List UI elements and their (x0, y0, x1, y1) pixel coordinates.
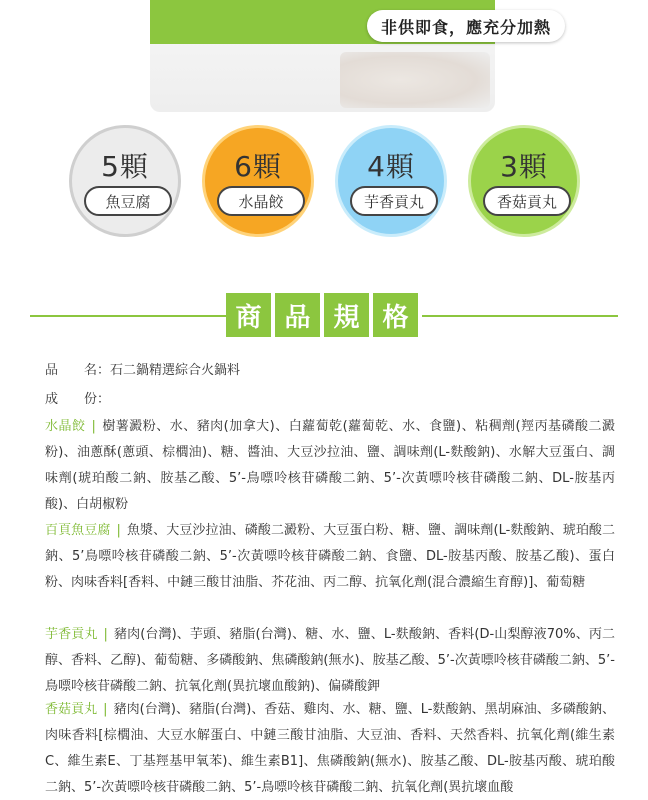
item-name-pill: 水晶餃 (217, 186, 305, 216)
heading-char: 商 (226, 293, 271, 337)
ingredient-text: 樹薯澱粉、水、豬肉(加拿大)、白蘿蔔乾(蘿蔔乾、水、食鹽)、粘稠劑(羥丙基磷酸二澱粉)、油蔥酥(蔥頭、棕櫚油)、糖、醬油、大豆沙拉油、鹽、調味劑(L-麩酸鈉)、水解大豆蛋白、調味劑(琥珀酸二鈉、胺基乙酸、5’-鳥嘌呤核苷磷酸二鈉、5’-次黃嘌呤核苷磷酸二鈉、DL-胺基丙酸)、白胡椒粉 (45, 419, 615, 512)
count-circle-mushroom-meatball (468, 125, 580, 237)
ingredient-title: 香菇貢丸 (45, 702, 98, 717)
separator-bar: | (103, 627, 108, 642)
count-value: 3顆 (500, 150, 548, 183)
product-name-value: 石二鍋精選綜合火鍋料 (110, 363, 241, 378)
product-name-label: 品 名： (45, 363, 111, 378)
count-circle-fish-tofu (69, 125, 181, 237)
section-heading (226, 293, 418, 337)
ingredient-title: 芋香貢丸 (45, 627, 98, 642)
count-circle-taro-meatball (335, 125, 447, 237)
separator-bar: | (103, 702, 108, 717)
heating-notice-badge: 非供即食，應充分加熱 (367, 10, 565, 42)
ingredient-block-taro-meatball (45, 622, 615, 700)
banner-photo (340, 52, 490, 108)
ingredient-block-fish-tofu (45, 518, 615, 596)
ingredient-text: 魚漿、大豆沙拉油、磷酸二澱粉、大豆蛋白粉、糖、鹽、調味劑(L-麩酸鈉、琥珀酸二鈉、5’鳥嘌呤核苷磷酸二鈉、5’-次黃嘌呤核苷磷酸二鈉、食鹽、DL-胺基丙酸、胺基乙酸)、蛋白粉、肉味香料[香料、中鏈三酸甘油脂、芥花油、丙二醇、抗氧化劑(混合濃縮生育醇)]、葡萄糖 (45, 523, 615, 590)
item-name-pill: 魚豆腐 (84, 186, 172, 216)
ingredient-block-crystal-dumpling (45, 414, 615, 518)
count-value: 5顆 (101, 150, 149, 183)
item-name-pill: 芋香貢丸 (350, 186, 438, 216)
heading-char: 格 (373, 293, 418, 337)
heading-rule-left (30, 315, 226, 317)
ingredient-block-mushroom-meatball (45, 697, 615, 800)
product-name-row (45, 358, 615, 384)
ingredient-title: 水晶餃 (45, 419, 86, 434)
separator-bar: | (91, 419, 96, 434)
heading-rule-right (422, 315, 618, 317)
heading-char: 規 (324, 293, 369, 337)
heading-char: 品 (275, 293, 320, 337)
count-circle-crystal-dumpling (202, 125, 314, 237)
separator-bar: | (116, 523, 121, 538)
ingredient-text: 豬肉(台灣)、豬脂(台灣)、香菇、雞肉、水、糖、鹽、L-麩酸鈉、黑胡麻油、多磷酸鈉、肉味香料[棕櫚油、大豆水解蛋白、中鏈三酸甘油脂、大豆油、香料、天然香料、抗氧化劑(維生素C、維生素E、丁基羥基甲氧苯)、維生素B1]、焦磷酸鈉(無水)、胺基乙酸、DL-胺基丙酸、琥珀酸二鈉、5’-次黃嘌呤核苷磷酸二鈉、5’-鳥嘌呤核苷磷酸二鈉、抗氧化劑(異抗壞血酸 (45, 702, 615, 795)
ingredients-label: 成 份： (45, 392, 111, 407)
count-value: 6顆 (234, 150, 282, 183)
ingredient-title: 百頁魚豆腐 (45, 523, 111, 538)
count-value: 4顆 (367, 150, 415, 183)
ingredients-row (45, 387, 615, 413)
ingredient-text: 豬肉(台灣)、芋頭、豬脂(台灣)、糖、水、鹽、L-麩酸鈉、香料(D-山梨醇液70%、丙二醇、香料、乙醇)、葡萄糖、多磷酸鈉、焦磷酸鈉(無水)、胺基乙酸、5’-次黃嘌呤核苷磷酸二鈉、5’-鳥嘌呤核苷磷酸二鈉、抗氧化劑(異抗壞血酸鈉)、偏磷酸鉀 (45, 627, 615, 694)
item-name-pill: 香菇貢丸 (483, 186, 571, 216)
